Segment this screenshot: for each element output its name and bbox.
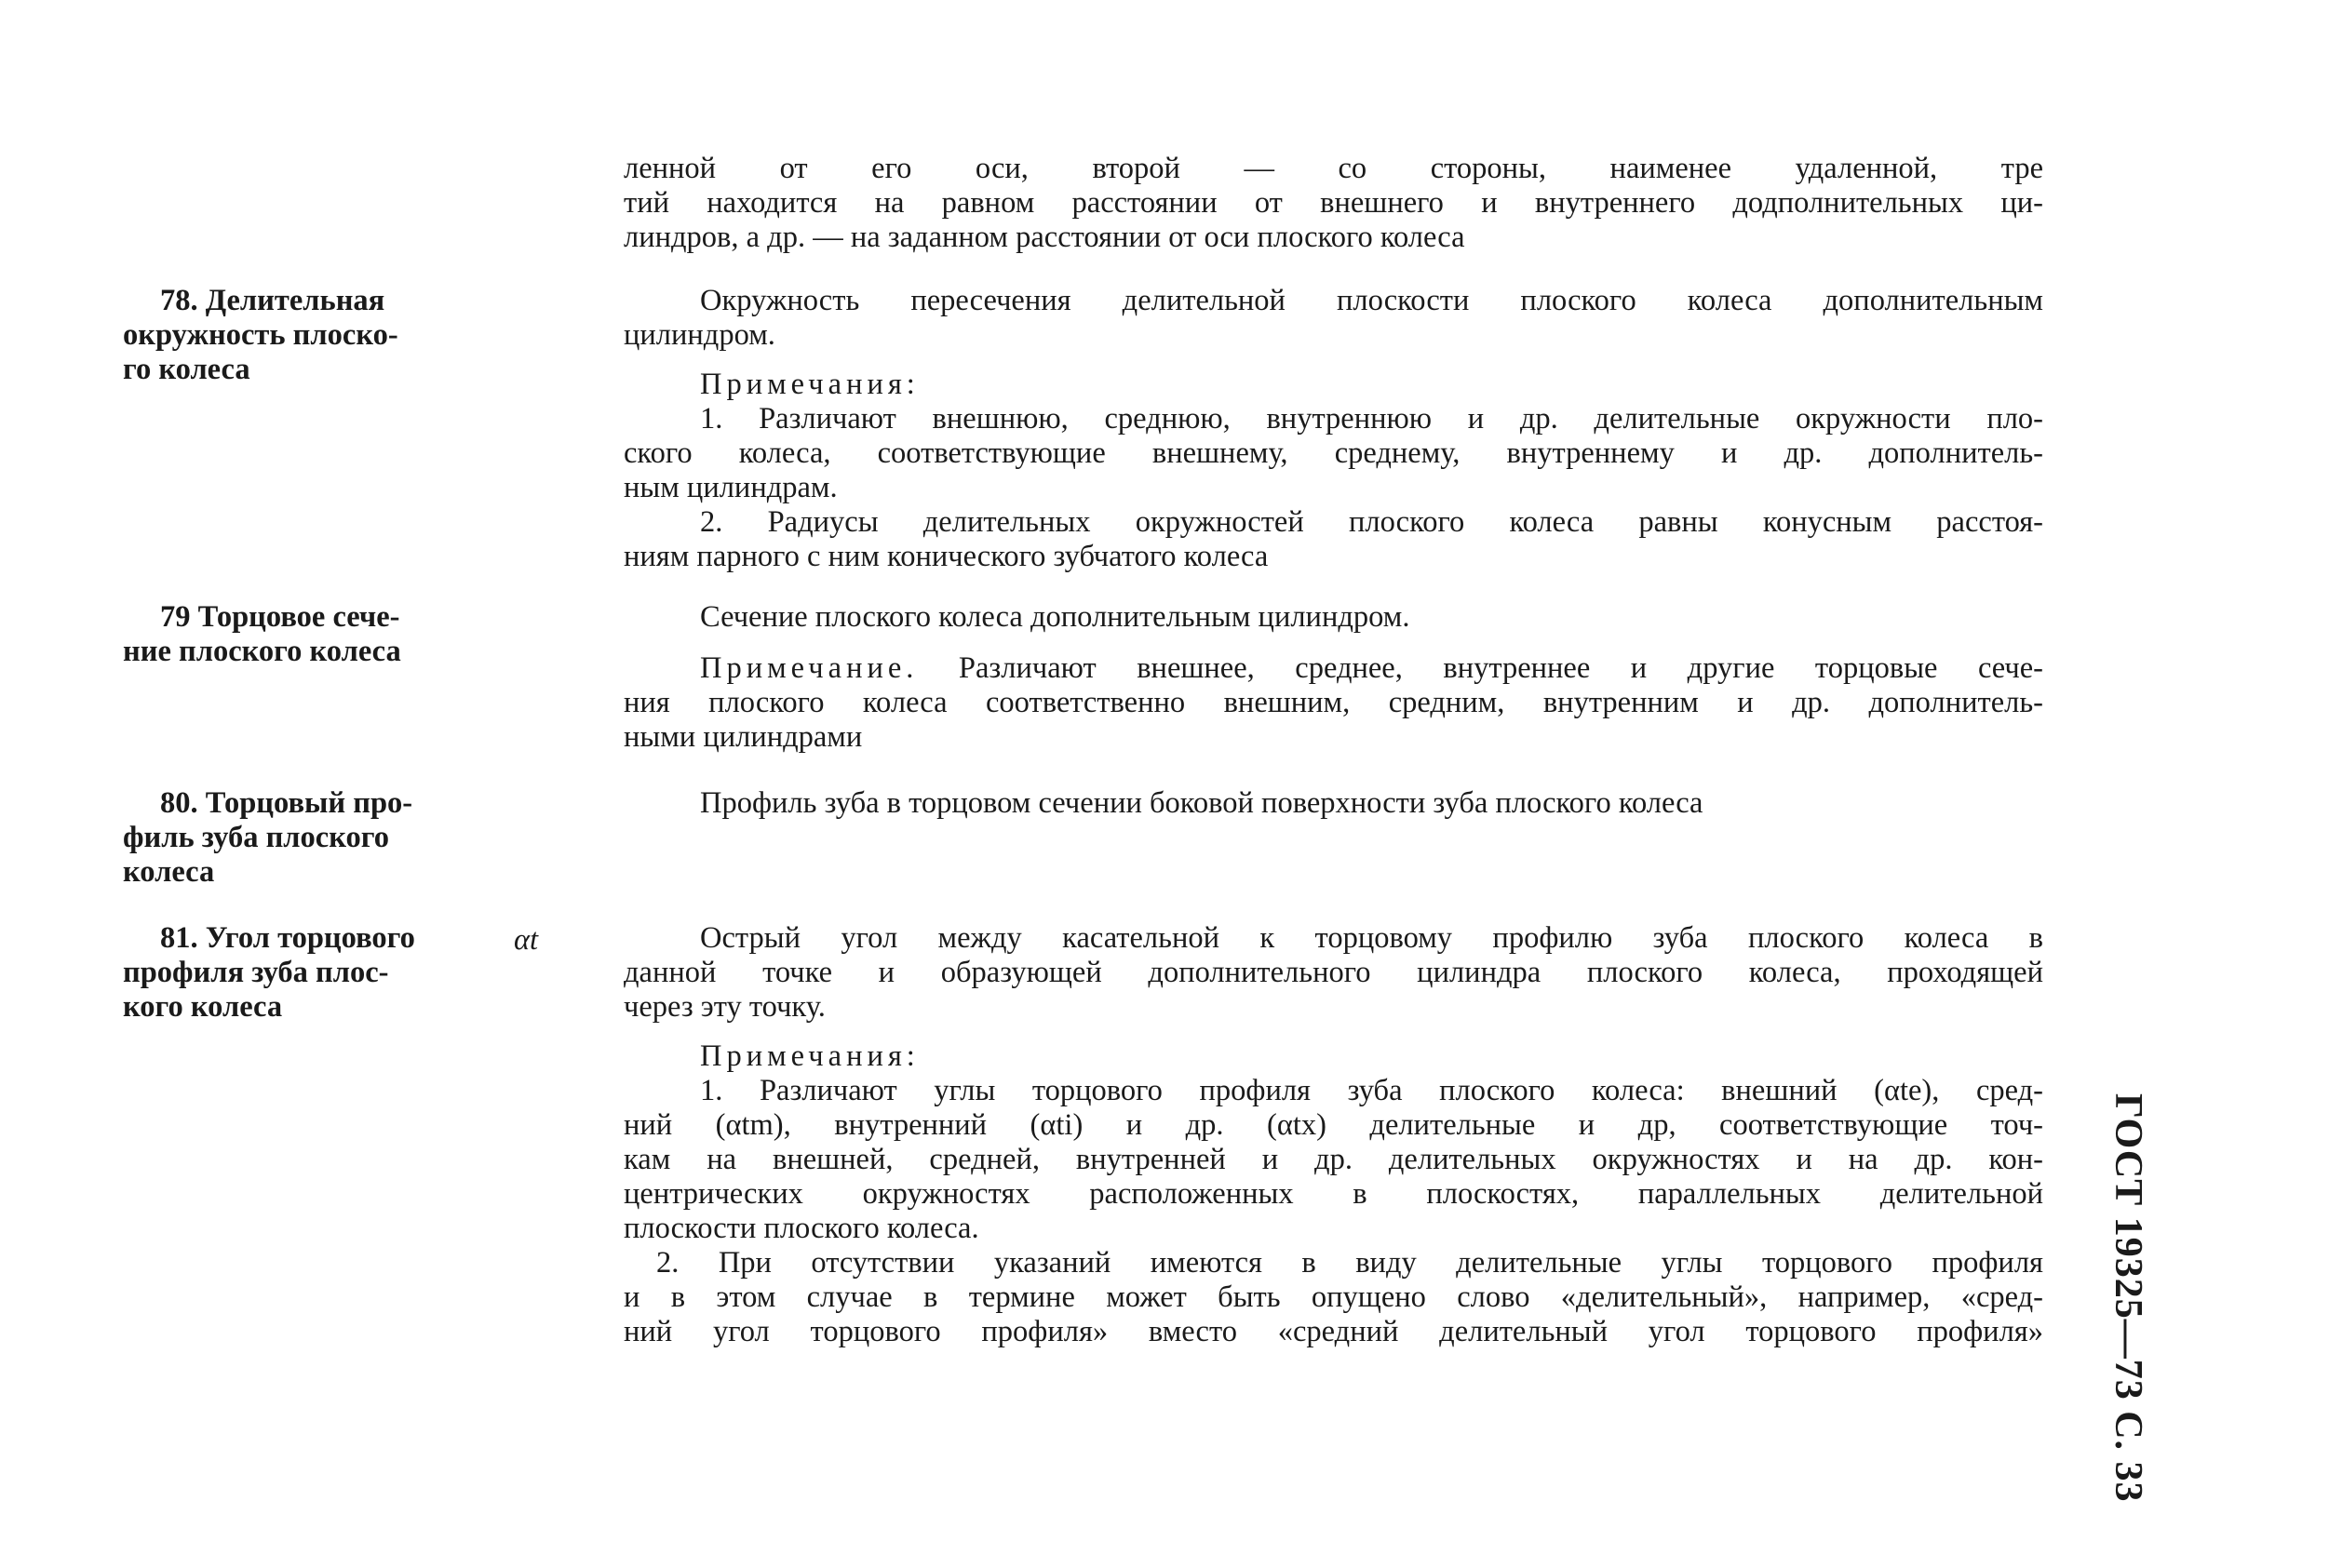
term-title-line: филь зуба плоского	[123, 821, 389, 854]
term-79-definition: Сечение плоского колеса дополнительным цилиндром.	[700, 600, 1410, 634]
term-title-line: 79 Торцовое сече-	[160, 600, 400, 634]
running-header: ГОСТ 19325—73 С. 33	[2107, 1093, 2149, 1503]
note-line: центрических окружностях расположенных в плоскостях, параллельных делительной	[624, 1177, 2043, 1211]
note-line: плоскости плоского колеса.	[624, 1212, 979, 1245]
term-title-line: го колеса	[123, 353, 250, 386]
note-line: и в этом случае в термине может быть опущено слово «делительный», например, «сред-	[624, 1280, 2043, 1314]
note-line: ния плоского колеса соответственно внешним, средним, внутренним и др. дополнитель-	[624, 686, 2043, 719]
term-title-line: 81. Угол торцового	[160, 921, 415, 955]
note-heading: Примечание.	[700, 651, 919, 685]
term-80-definition: Профиль зуба в торцовом сечении боковой поверхности зуба плоского колеса	[700, 786, 1703, 820]
term-title-line: колеса	[123, 855, 215, 889]
note-line: ний угол торцового профиля» вместо «средний делительный угол торцового профиля»	[624, 1315, 2043, 1348]
term-title-line: профиля зуба плос-	[123, 956, 389, 989]
note-line: кам на внешней, средней, внутренней и др. делительных окружностях и на др. кон-	[624, 1143, 2043, 1176]
term-81-definition: данной точке и образующей дополнительного цилиндра плоского колеса, проходящей	[624, 956, 2043, 989]
note-line: 1. Различают внешнюю, среднюю, внутреннюю и др. делительные окружности пло-	[700, 402, 2043, 436]
note-heading: Примечания:	[700, 368, 920, 401]
note-line: Различают внешнее, среднее, внутреннее и другие торцовые сече-	[958, 651, 2043, 685]
term-title-line: 80. Торцовый про-	[160, 786, 413, 820]
term-81-symbol: αt	[514, 923, 539, 957]
term-81-definition: через эту точку.	[624, 990, 826, 1024]
note-line: ний (αtm), внутренний (αti) и др. (αtx) делительные и др, соответствующие точ-	[624, 1108, 2043, 1142]
note-line: 1. Различают углы торцового профиля зуба плоского колеса: внешний (αte), сред-	[700, 1074, 2043, 1107]
intro-line: линдров, а др. — на заданном расстоянии от оси плоского колеса	[624, 221, 1465, 254]
term-80-title	[123, 786, 467, 890]
term-78-definition: Окружность пересечения делительной плоскости плоского колеса дополнительным	[700, 284, 2043, 317]
term-81-definition: Острый угол между касательной к торцовому профилю зуба плоского колеса в	[700, 921, 2043, 955]
note-line: 2. При отсутствии указаний имеются в виду делительные углы торцового профиля	[656, 1246, 2043, 1280]
term-78-title	[123, 284, 467, 387]
intro-line: ленной от его оси, второй — со стороны, наименее удаленной, тре	[624, 152, 2043, 185]
term-title-line: кого колеса	[123, 990, 283, 1024]
term-title-line: ние плоского колеса	[123, 635, 401, 668]
term-title-line: 78. Делительная	[160, 284, 385, 317]
note-heading: Примечания:	[700, 1039, 920, 1073]
note-line: ным цилиндрам.	[624, 471, 838, 504]
note-line: ниям парного с ним конического зубчатого колеса	[624, 540, 1269, 573]
note-line: ского колеса, соответствующие внешнему, среднему, внутреннему и др. дополнитель-	[624, 436, 2043, 470]
intro-line: тий находится на равном расстоянии от внешнего и внутреннего додполнительных ци-	[624, 186, 2043, 220]
term-79-note-first	[700, 651, 2043, 686]
term-81-title	[123, 921, 467, 1025]
term-78-definition: цилиндром.	[624, 318, 775, 352]
term-title-line: окружность плоско-	[123, 318, 398, 352]
note-line: 2. Радиусы делительных окружностей плоского колеса равны конусным расстоя-	[700, 505, 2043, 539]
note-line: ными цилиндрами	[624, 720, 863, 754]
term-79-title	[123, 600, 467, 669]
